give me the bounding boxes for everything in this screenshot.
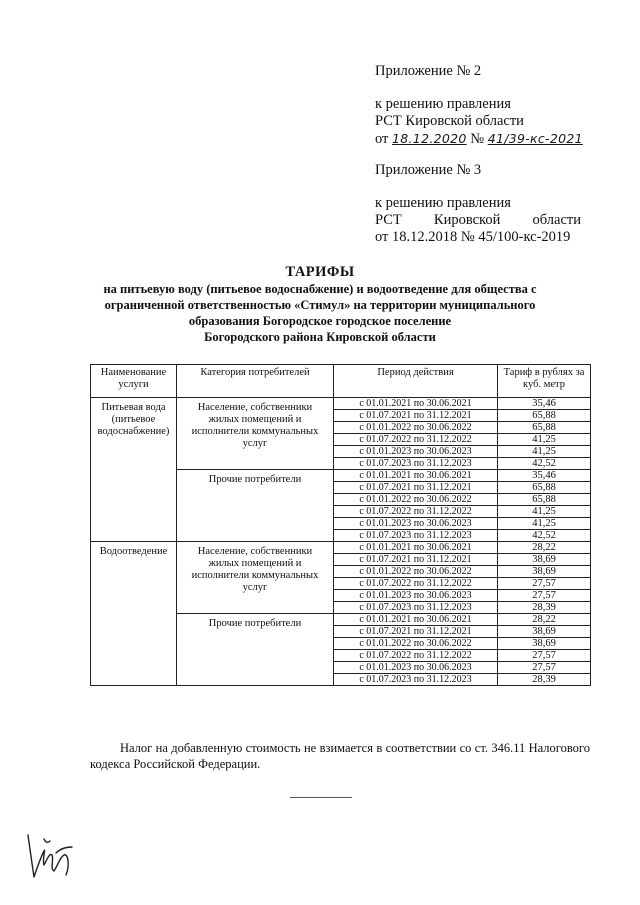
appendix-3-line2-word2: Кировской: [433, 212, 501, 228]
tariff-cell: 38,69: [498, 566, 591, 578]
appendix-3-title: Приложение № 3: [375, 162, 482, 178]
period-cell: с 01.07.2022 по 31.12.2022: [334, 650, 498, 662]
column-header-category: Категория потребителей: [177, 365, 334, 398]
tariff-cell: 65,88: [498, 410, 591, 422]
category-cell: Прочие потребители: [177, 614, 334, 686]
period-cell: с 01.07.2023 по 31.12.2023: [334, 530, 498, 542]
period-cell: с 01.07.2021 по 31.12.2021: [334, 626, 498, 638]
column-header-service: Наименование услуги: [91, 365, 177, 398]
service-name-cell: Питьевая вода (питьевое водоснабжение): [91, 398, 177, 542]
tariff-cell: 28,39: [498, 674, 591, 686]
period-cell: с 01.01.2023 по 30.06.2023: [334, 590, 498, 602]
appendix-2-block: [375, 63, 583, 148]
tariff-cell: 28,22: [498, 542, 591, 554]
period-cell: с 01.07.2023 по 31.12.2023: [334, 674, 498, 686]
appendix-2-number-prefix: №: [470, 131, 485, 147]
period-cell: с 01.01.2022 по 30.06.2022: [334, 422, 498, 434]
tariff-table-body: [91, 398, 591, 686]
subtitle-line: Богородского района Кировской области: [204, 330, 436, 344]
appendix-2-date-handwritten: 18.12.2020: [392, 131, 467, 146]
appendix-2-line2: РСТ Кировской области: [375, 113, 524, 129]
category-cell: Прочие потребители: [177, 470, 334, 542]
tariff-cell: 27,57: [498, 662, 591, 674]
period-cell: с 01.01.2021 по 30.06.2021: [334, 398, 498, 410]
tariff-cell: 38,69: [498, 626, 591, 638]
tariff-cell: 27,57: [498, 650, 591, 662]
vat-note: Налог на добавленную стоимость не взимается в соответствии со ст. 346.11 Налогового кодекса Российской Федерации.: [90, 741, 590, 771]
category-cell: Население, собственники жилых помещений и исполнители коммунальных услуг: [177, 398, 334, 470]
period-cell: с 01.01.2022 по 30.06.2022: [334, 566, 498, 578]
period-cell: с 01.01.2021 по 30.06.2021: [334, 542, 498, 554]
tariff-cell: 65,88: [498, 422, 591, 434]
period-cell: с 01.07.2023 по 31.12.2023: [334, 602, 498, 614]
appendix-3-line2: [375, 212, 581, 229]
period-cell: с 01.01.2021 по 30.06.2021: [334, 614, 498, 626]
table-row: [91, 542, 591, 554]
tariff-cell: 38,69: [498, 638, 591, 650]
tariff-cell: 28,22: [498, 614, 591, 626]
period-cell: с 01.01.2023 по 30.06.2023: [334, 446, 498, 458]
period-cell: с 01.01.2022 по 30.06.2022: [334, 494, 498, 506]
tariff-cell: 42,52: [498, 458, 591, 470]
appendix-2-date-line: [375, 130, 583, 148]
appendix-3-line2-word1: РСТ: [375, 212, 402, 228]
appendix-2-title: Приложение № 2: [375, 63, 482, 79]
tariff-cell: 35,46: [498, 470, 591, 482]
appendix-3-line3: от 18.12.2018 № 45/100-кс-2019: [375, 229, 571, 245]
period-cell: с 01.07.2022 по 31.12.2022: [334, 434, 498, 446]
tariff-cell: 41,25: [498, 446, 591, 458]
appendix-3-line2-word3: области: [532, 212, 581, 228]
table-row: [91, 398, 591, 410]
tariff-cell: 65,88: [498, 482, 591, 494]
period-cell: с 01.01.2022 по 30.06.2022: [334, 638, 498, 650]
tariff-cell: 27,57: [498, 578, 591, 590]
tariff-cell: 41,25: [498, 434, 591, 446]
appendix-2-number-handwritten: 41/39-кс-2021: [487, 131, 583, 146]
period-cell: с 01.07.2023 по 31.12.2023: [334, 458, 498, 470]
period-cell: с 01.07.2021 по 31.12.2021: [334, 482, 498, 494]
tariff-cell: 41,25: [498, 518, 591, 530]
handwritten-signature-icon: [20, 825, 80, 890]
column-header-tariff: Тариф в рублях за куб. метр: [498, 365, 591, 398]
tariff-cell: 41,25: [498, 506, 591, 518]
tariff-cell: 65,88: [498, 494, 591, 506]
appendix-2-line1: к решению правления: [375, 96, 511, 112]
period-cell: с 01.07.2021 по 31.12.2021: [334, 410, 498, 422]
service-name-cell: Водоотведение: [91, 542, 177, 686]
appendix-3-line1: к решению правления: [375, 195, 511, 211]
period-cell: с 01.07.2022 по 31.12.2022: [334, 506, 498, 518]
tariff-cell: 35,46: [498, 398, 591, 410]
tariff-cell: 27,57: [498, 590, 591, 602]
tariff-cell: 38,69: [498, 554, 591, 566]
column-header-period: Период действия: [334, 365, 498, 398]
category-cell: Население, собственники жилых помещений и исполнители коммунальных услуг: [177, 542, 334, 614]
tariff-cell: 42,52: [498, 530, 591, 542]
subtitle-line: на питьевую воду (питьевое водоснабжение) и водоотведение для общества с: [103, 282, 537, 296]
period-cell: с 01.07.2022 по 31.12.2022: [334, 578, 498, 590]
period-cell: с 01.01.2023 по 30.06.2023: [334, 662, 498, 674]
period-cell: с 01.01.2021 по 30.06.2021: [334, 470, 498, 482]
subtitle-line: образования Богородское городское поселение: [188, 314, 452, 328]
tariff-table: [90, 364, 591, 686]
period-cell: с 01.07.2021 по 31.12.2021: [334, 554, 498, 566]
document-title: ТАРИФЫ: [285, 264, 355, 280]
tariff-cell: 28,39: [498, 602, 591, 614]
period-cell: с 01.01.2023 по 30.06.2023: [334, 518, 498, 530]
table-header-row: [91, 365, 591, 398]
subtitle-line: ограниченной ответственностью «Стимул» на территории муниципального: [104, 298, 536, 312]
divider: [290, 797, 352, 798]
appendix-3-block: [375, 162, 581, 246]
document-subtitle: [0, 281, 640, 345]
appendix-2-date-prefix: от: [375, 131, 389, 147]
